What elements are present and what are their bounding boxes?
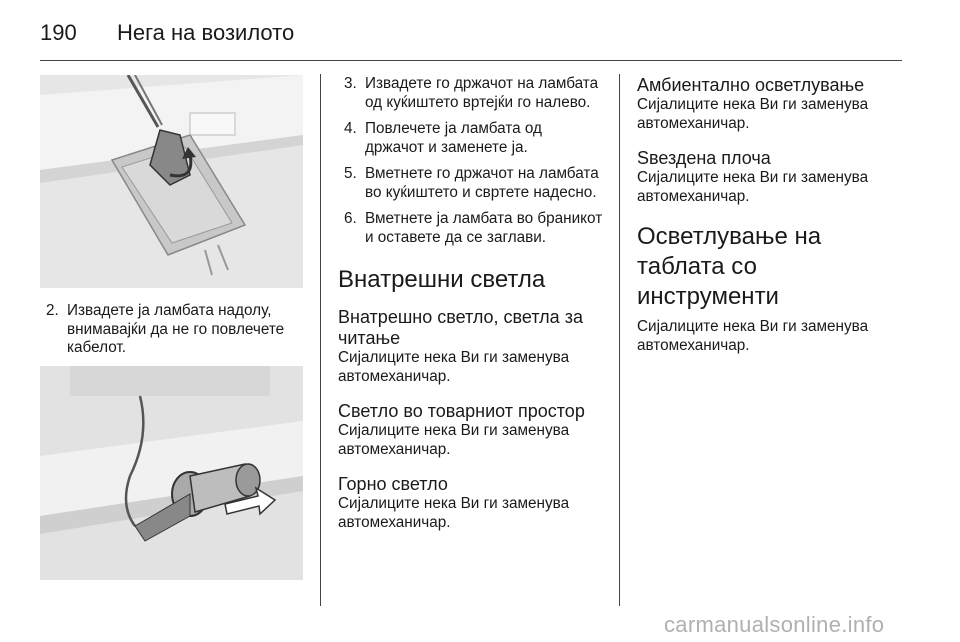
list-item <box>338 165 603 202</box>
step-number: 2. <box>46 302 59 319</box>
subsection-text: Сијалиците нека Ви ги заменува автомеханичар. <box>338 349 570 385</box>
step-text: Извадете го држачот на ламбата од куќиштето вртејќи го налево. <box>365 75 599 111</box>
column-2 <box>338 75 603 532</box>
list-item <box>338 75 603 112</box>
watermark: carmanualsonline.info <box>664 612 885 637</box>
steps-list-1 <box>40 302 303 358</box>
column-1 <box>40 75 303 580</box>
figure-lamp-housing <box>40 75 303 288</box>
step-text: Вметнете го држачот на ламбата во куќиштето и свртете надесно. <box>365 165 599 201</box>
column-3 <box>637 75 902 355</box>
subsection-text: Сијалиците нека Ви ги заменува автомеханичар. <box>637 169 869 205</box>
section-title-interior-lights: Внатрешни светла <box>338 266 546 293</box>
section-title-instrument-panel: Осветлување на таблата со инструменти <box>637 223 822 310</box>
figure-bulb-holder <box>40 366 303 580</box>
bulb-holder-illustration <box>40 366 303 580</box>
step-text: Повлечете ја ламбата од држачот и заменете ја. <box>365 120 542 156</box>
step-number: 6. <box>344 210 357 227</box>
subsection-title: Горно светло <box>338 474 448 494</box>
list-item <box>338 120 603 157</box>
step-text: Извадете ја ламбата надолу, внимавајќи да не го повлечете кабелот. <box>67 302 285 356</box>
step-text: Вметнете ја ламбата во браникот и оставете да се заглави. <box>365 210 603 246</box>
lamp-housing-illustration <box>40 75 303 288</box>
steps-list-2 <box>338 75 603 247</box>
step-number: 5. <box>344 165 357 182</box>
page-header <box>40 14 902 58</box>
list-item <box>338 210 603 247</box>
subsection-title: Светло во товарниот простор <box>338 401 585 421</box>
subsection-text: Сијалиците нека Ви ги заменува автомеханичар. <box>338 495 570 531</box>
page-number: 190 <box>40 20 77 45</box>
section-text: Сијалиците нека Ви ги заменува автомеханичар. <box>637 318 869 354</box>
step-number: 4. <box>344 120 357 137</box>
subsection-text: Сијалиците нека Ви ги заменува автомеханичар. <box>637 96 869 132</box>
column-divider-1 <box>320 74 321 606</box>
subsection-text: Сијалиците нека Ви ги заменува автомеханичар. <box>338 422 570 458</box>
subsection-title: Ѕвездена плоча <box>637 148 771 168</box>
subsection-title: Внатрешно светло, светла за читање <box>338 307 583 348</box>
subsection-title: Амбиентално осветлување <box>637 75 865 95</box>
header-divider <box>40 60 902 61</box>
column-divider-2 <box>619 74 620 606</box>
list-item <box>40 302 303 358</box>
chapter-title: Нега на возилото <box>117 20 295 45</box>
step-number: 3. <box>344 75 357 92</box>
